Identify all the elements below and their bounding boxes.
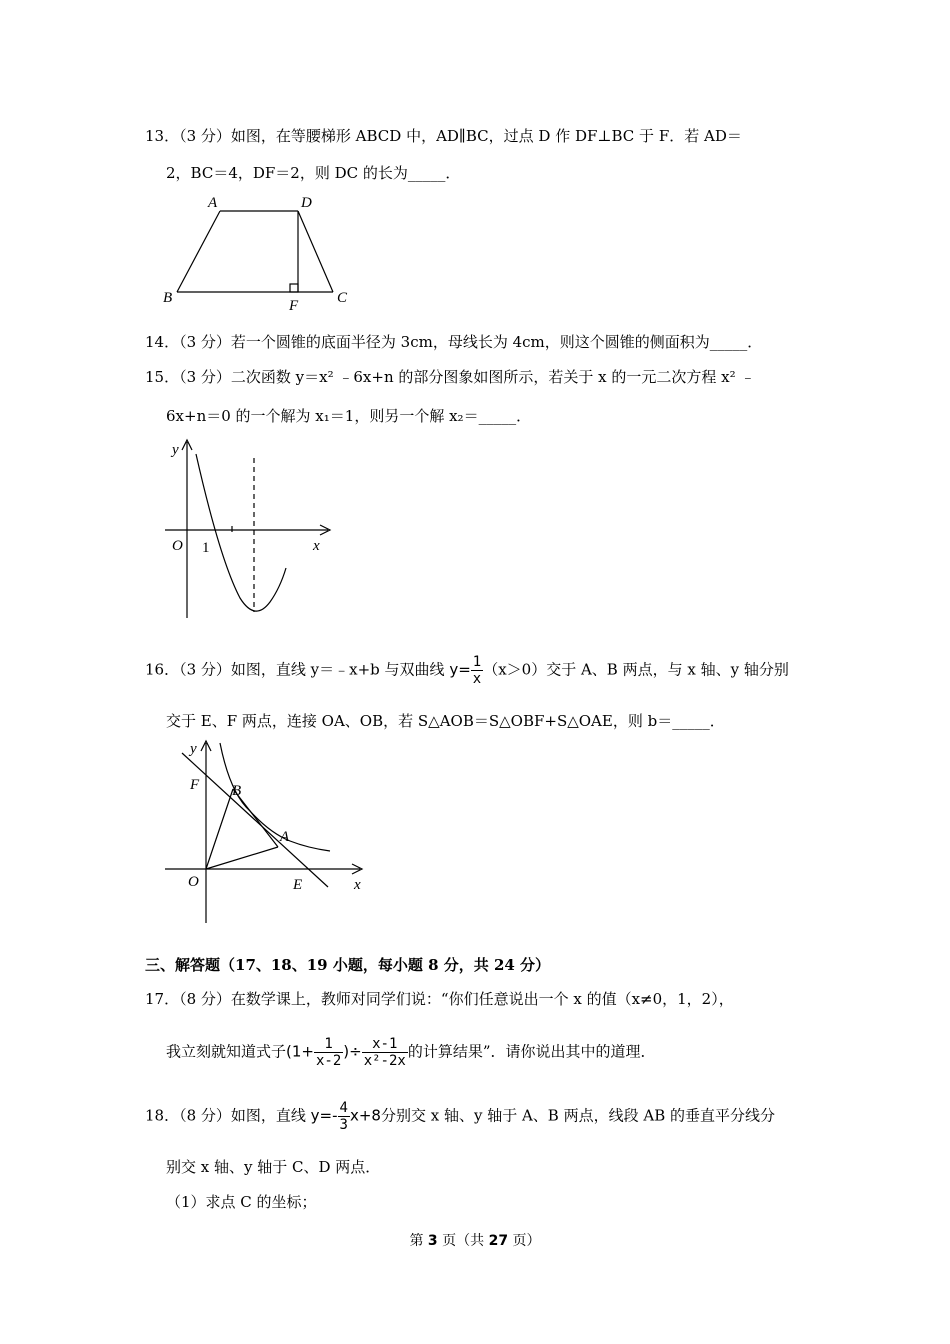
- footer-page-number: 3: [427, 1233, 438, 1249]
- q16-frac-lhs: y=: [449, 660, 471, 679]
- q15-label-O: O: [172, 538, 183, 554]
- q16-hyperbola-figure: [160, 733, 375, 928]
- q13-trapezoid-figure: [155, 190, 365, 315]
- q18-sub1: （1）求点 C 的坐标；: [166, 1193, 317, 1211]
- q16-line1: [145, 654, 789, 687]
- q16-label-y: y: [190, 741, 197, 757]
- q17-expr-op: )÷: [343, 1042, 362, 1061]
- q17-frac-a-den: x-2: [315, 1053, 342, 1069]
- q15-parabola-figure: [160, 430, 340, 625]
- q16-hyperbola-fraction: [471, 654, 483, 687]
- q16-frac-den: x: [472, 671, 482, 687]
- page-footer: [0, 1230, 950, 1250]
- q18-fraction: [338, 1100, 350, 1133]
- footer-total-pages: 27: [488, 1233, 509, 1249]
- q16-label-E: E: [293, 877, 303, 893]
- q17-frac-a-num: 1: [314, 1036, 343, 1053]
- q16-frac-num: 1: [472, 654, 482, 670]
- q16-line1-post: （x＞0）交于 A、B 两点，与 x 轴、y 轴分别: [483, 660, 789, 679]
- q17-fraction-a: [314, 1036, 343, 1069]
- q16-label-x: x: [354, 877, 361, 893]
- q17-expr-a-lhs: (1+: [286, 1042, 314, 1061]
- q17-frac-b-den: x²-2x: [363, 1053, 406, 1069]
- q15-label-y: y: [172, 442, 179, 458]
- q18-frac-num: 4: [339, 1100, 348, 1116]
- q14-line1: 14．（3 分）若一个圆锥的底面半径为 3cm，母线长为 4cm，则这个圆锥的侧面积为_____．: [145, 333, 763, 351]
- q17-line2-pre: 我立刻就知道式子: [166, 1042, 287, 1061]
- q13-label-B: B: [163, 290, 173, 306]
- q16-line1-pre: 16．（3 分）如图，直线 y＝﹣x+b 与双曲线: [145, 660, 450, 679]
- q15-label-x: x: [313, 538, 320, 554]
- q17-line2-post: 的计算结果”．请你说出其中的道理．: [407, 1042, 656, 1061]
- q18-line1-post: 分别交 x 轴、y 轴于 A、B 两点，线段 AB 的垂直平分线分: [380, 1106, 775, 1125]
- q16-line2: 交于 E、F 两点，连接 OA、OB，若 S△AOB＝S△OBF+S△OAE，则 b＝_____．: [166, 712, 725, 730]
- q13-line2: 2，BC＝4，DF＝2，则 DC 的长为_____．: [166, 164, 461, 182]
- q17-line2: [166, 1036, 656, 1069]
- q18-expr-lhs: y=-: [310, 1106, 338, 1125]
- q16-label-A: A: [280, 829, 290, 845]
- q17-frac-b-num: x-1: [362, 1036, 408, 1053]
- q18-expr-rhs: x+8: [349, 1106, 381, 1125]
- q13-label-D: D: [301, 195, 312, 211]
- q17-fraction-b: [362, 1036, 408, 1069]
- q15-line2: 6x+n＝0 的一个解为 x₁＝1，则另一个解 x₂＝_____．: [166, 407, 532, 425]
- q15-line1: 15．（3 分）二次函数 y＝x² ﹣6x+n 的部分图象如图所示，若关于 x 的一元二次方程 x² ﹣: [145, 368, 756, 386]
- q13-label-C: C: [337, 290, 348, 306]
- q16-label-B: B: [232, 783, 242, 799]
- q18-line2: 别交 x 轴、y 轴于 C、D 两点．: [166, 1158, 381, 1176]
- q18-line1: [145, 1100, 775, 1133]
- q13-label-F: F: [289, 298, 299, 314]
- q16-label-O: O: [188, 874, 199, 890]
- q13-label-A: A: [208, 195, 218, 211]
- footer-pre: 第: [409, 1233, 428, 1249]
- q18-frac-den: 3: [339, 1117, 348, 1133]
- section3-title: 三、解答题（17、18、19 小题，每小题 8 分，共 24 分）: [145, 956, 551, 974]
- q13-line1: 13．（3 分）如图，在等腰梯形 ABCD 中，AD∥BC，过点 D 作 DF⊥BC 于 F．若 AD＝: [145, 127, 742, 145]
- footer-post: 页）: [508, 1233, 541, 1249]
- q18-line1-pre: 18．（8 分）如图，直线: [145, 1106, 311, 1125]
- q16-label-F: F: [190, 777, 200, 793]
- q15-label-1: 1: [202, 540, 210, 556]
- q17-line1: 17．（8 分）在数学课上，教师对同学们说：“你们任意说出一个 x 的值（x≠0，1，2），: [145, 990, 734, 1008]
- footer-mid: 页（共: [437, 1233, 489, 1249]
